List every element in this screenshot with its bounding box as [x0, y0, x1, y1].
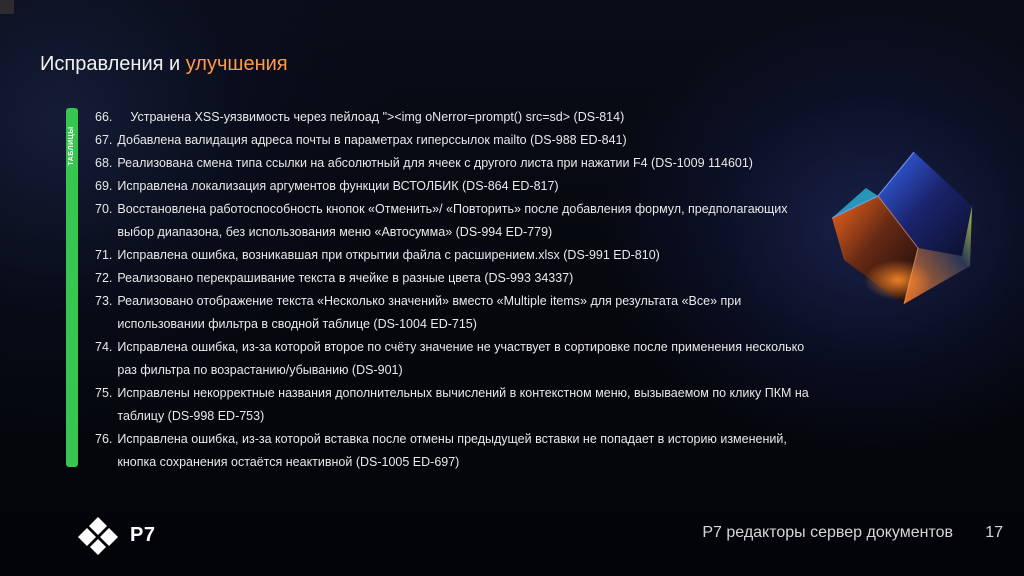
- item-number: 71.: [95, 248, 113, 262]
- item-text: Реализовано перекрашивание текста в ячейке в разные цвета (DS-993 34337): [117, 271, 574, 285]
- item-text: Исправлена ошибка, возникавшая при открытии файла с расширением.xlsx (DS-991 ED-810): [117, 248, 660, 262]
- item-number: 74.: [95, 340, 113, 354]
- slide-title-main: Исправления и: [40, 53, 186, 75]
- item-text: Исправлены некорректные названия дополнительных вычислений в контекстном меню, вызываемом по клику ПКМ на таблицу (DS-998 ED-753): [117, 386, 809, 423]
- slide-title-accent: улучшения: [185, 53, 288, 75]
- item-text: Исправлена ошибка, из-за которой вставка после отмены предыдущей вставки не попадает в историю изменений, кнопка сохранения остаётся неактивной (DS-1005 ED-697): [117, 432, 787, 469]
- section-side-label: ТАБЛИЦЫ: [68, 126, 75, 166]
- list-item: [95, 382, 815, 428]
- item-text: Устранена XSS-уязвимость через пейлоад "><img oNerror=prompt() src=sd> (DS-814): [130, 110, 625, 124]
- list-item: [95, 152, 815, 175]
- list-item: [95, 336, 815, 382]
- item-number: 70.: [95, 202, 113, 216]
- page-number: 17: [985, 524, 1003, 541]
- corner-mark: [0, 0, 14, 14]
- list-item: [95, 175, 815, 198]
- list-item: [95, 267, 815, 290]
- item-number: 73.: [95, 294, 113, 308]
- diamond-logo-icon: [72, 515, 124, 555]
- footer-product-name: Р7 редакторы сервер документов: [702, 524, 953, 541]
- item-number: 75.: [95, 386, 113, 400]
- item-number: 67.: [95, 133, 113, 147]
- glass-cube-illustration: [826, 148, 976, 308]
- item-number: 69.: [95, 179, 113, 193]
- list-item: [95, 198, 815, 244]
- item-text: Восстановлена работоспособность кнопок «Отменить»/ «Повторить» после добавления формул, предполагающих выбор диапазона, без использования меню «Автосумма» (DS-994 ED-779): [117, 202, 788, 239]
- item-number: 68.: [95, 156, 113, 170]
- slide-title: [40, 53, 288, 76]
- item-number: 76.: [95, 432, 113, 446]
- list-item: [95, 244, 815, 267]
- logo: [72, 515, 155, 555]
- logo-text: Р7: [130, 523, 156, 546]
- item-text: Исправлена ошибка, из-за которой второе по счёту значение не участвует в сортировке после применения несколько раз фильтра по возрастанию/убыванию (DS-901): [117, 340, 805, 377]
- list-item: [95, 129, 815, 152]
- item-text: Реализована смена типа ссылки на абсолютный для ячеек с другого листа при нажатии F4 (DS-1009 114601): [117, 156, 753, 170]
- list-item: [95, 106, 815, 129]
- list-item: [95, 428, 815, 474]
- item-text: Реализовано отображение текста «Несколько значений» вместо «Multiple items» для результата «Все» при использовании фильтра в сводной таблице (DS-1004 ED-715): [117, 294, 742, 331]
- changes-list: [95, 106, 815, 474]
- item-text: Исправлена локализация аргументов функции ВСТОЛБИК (DS-864 ED-817): [117, 179, 559, 193]
- item-text: Добавлена валидация адреса почты в параметрах гиперссылок mailto (DS-988 ED-841): [117, 133, 627, 147]
- list-item: [95, 290, 815, 336]
- item-number: 66.: [95, 110, 113, 124]
- item-number: 72.: [95, 271, 113, 285]
